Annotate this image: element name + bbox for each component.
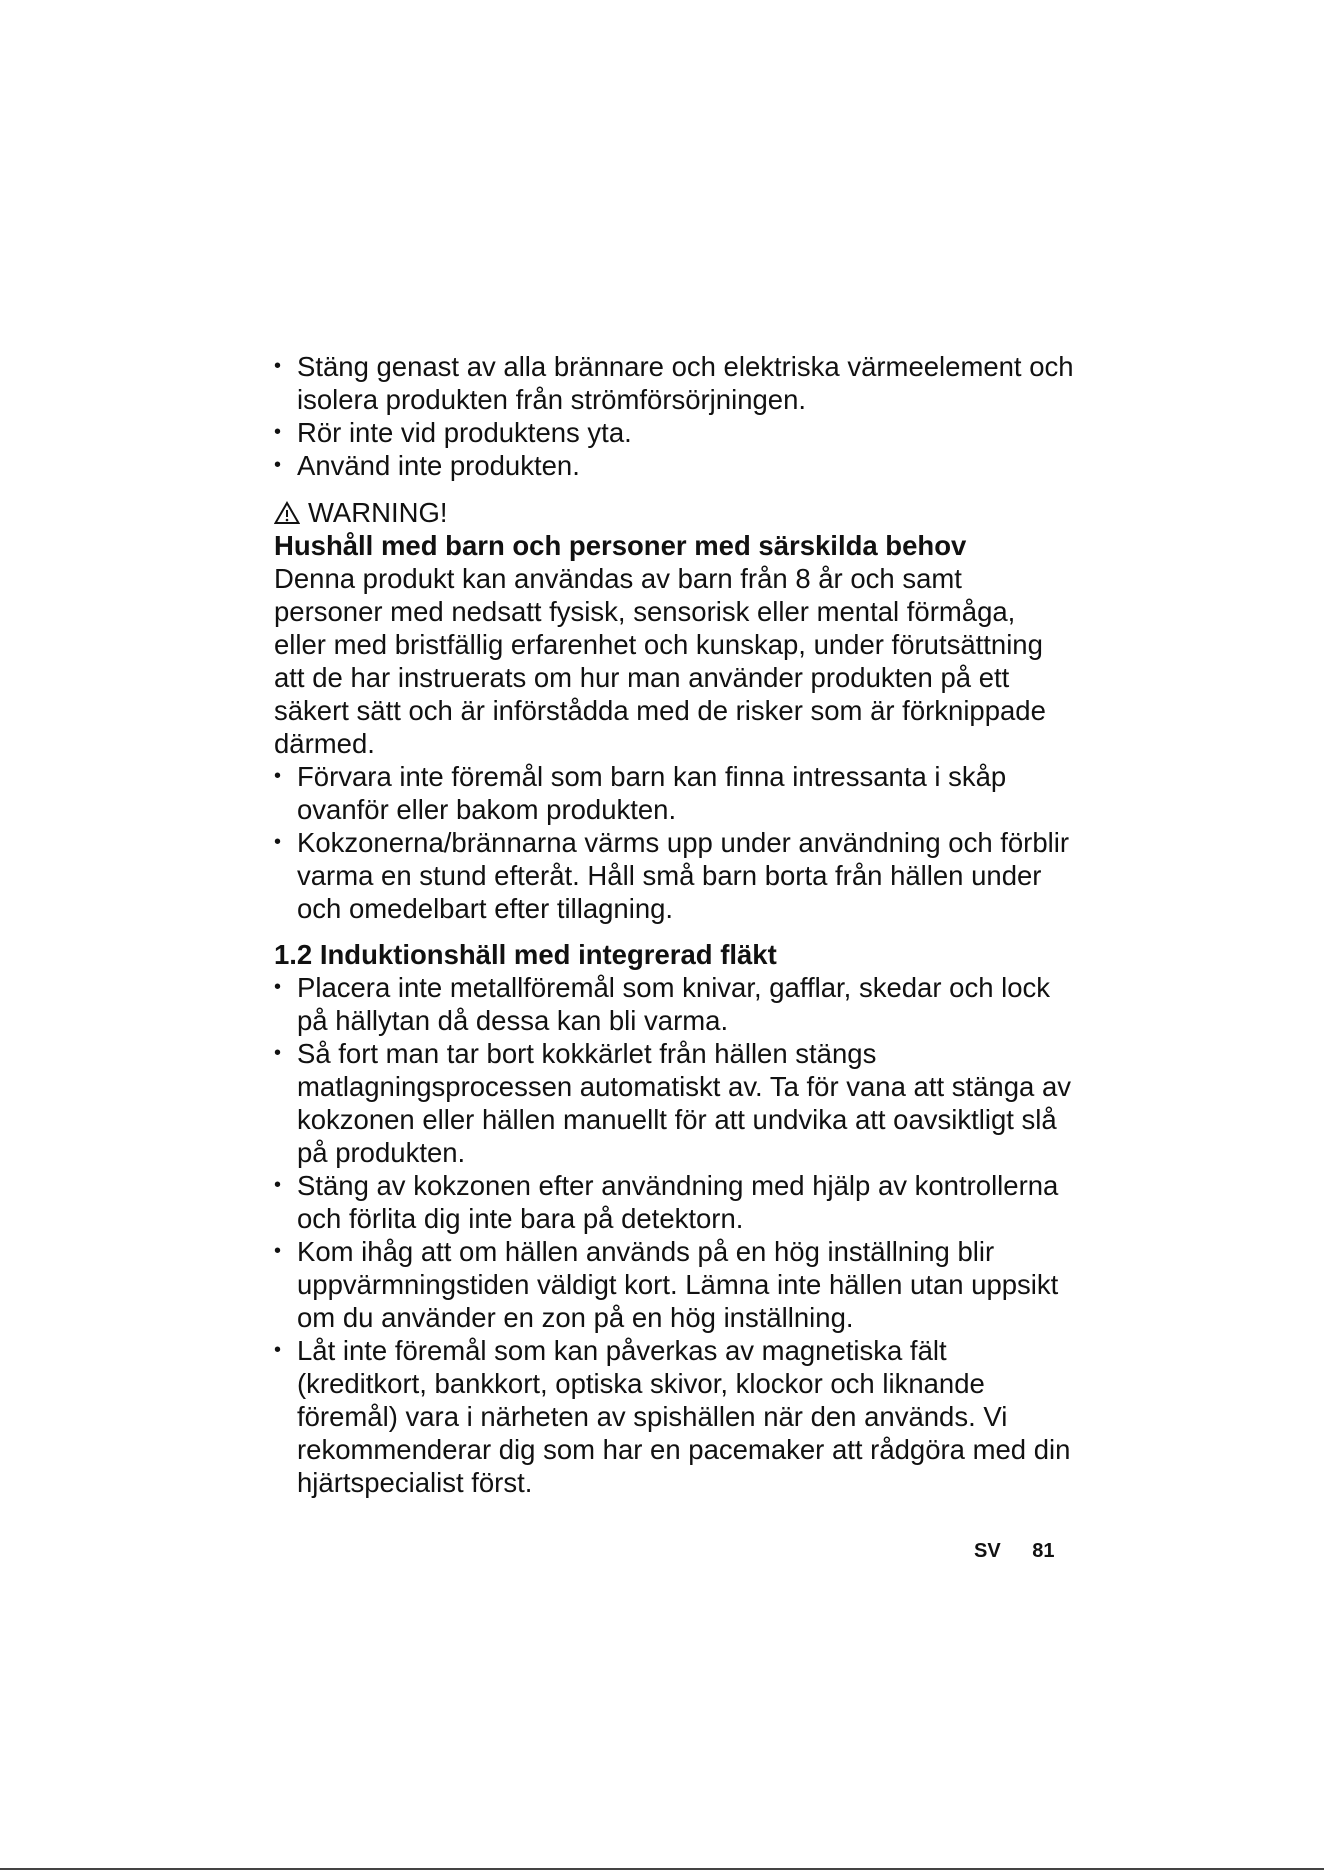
warning-triangle-icon [274,501,300,525]
page-footer [974,1540,1055,1563]
page-content [274,350,1074,1499]
section-heading: 1.2 Induktionshäll med integrerad fläkt [274,939,777,970]
list-item: • Stäng genast av alla brännare och elektriska värmeelement och isolera produkten från strömförsörjningen. [274,350,1074,416]
list-item: • Stäng av kokzonen efter användning med hjälp av kontrollerna och förlita dig inte bara på detektorn. [274,1169,1074,1235]
list-item: • Kokzonerna/brännarna värms upp under användning och förblir varma en stund efteråt. Håll små barn borta från hällen under och omedelbart efter tillagning. [274,826,1074,925]
list-item: • Rör inte vid produktens yta. [274,416,1074,449]
list-item: • Placera inte metallföremål som knivar, gafflar, skedar och lock på hällytan då dessa kan bli varma. [274,971,1074,1037]
warning-paragraph: Denna produkt kan användas av barn från 8 år och samt personer med nedsatt fysisk, sensorisk eller mental förmåga, eller med bristfällig erfarenhet och kunskap, under förutsättning att de har instruerats om hur man använder produkten på ett säkert sätt och är införstådda med de risker som är förknippade därmed. [274,563,1046,759]
list-item: • Kom ihåg att om hällen används på en hög inställning blir uppvärmningstiden väldigt kort. Lämna inte hällen utan uppsikt om du använder en zon på en hög inställning. [274,1235,1074,1334]
warning-label: WARNING! [308,497,448,528]
warning-bullet-list [274,760,1074,925]
warning-heading: Hushåll med barn och personer med särskilda behov [274,530,967,561]
list-item: • Så fort man tar bort kokkärlet från hällen stängs matlagningsprocessen automatiskt av. Ta för vana att stänga av kokzonen eller hällen manuellt för att undvika att oavsiktligt slå på produkten. [274,1037,1074,1169]
bottom-rule [0,1868,1324,1870]
warning-label-row [274,496,1074,529]
list-item: • Förvara inte föremål som barn kan finna intressanta i skåp ovanför eller bakom produkten. [274,760,1074,826]
list-item: • Låt inte föremål som kan påverkas av magnetiska fält (kreditkort, bankkort, optiska skivor, klockor och liknande föremål) vara i närheten av spishällen när den används. Vi rekommenderar dig som har en pacemaker att rådgöra med din hjärtspecialist först. [274,1334,1074,1499]
section-bullet-list [274,971,1074,1499]
top-bullet-list [274,350,1074,482]
language-code: SV [974,1540,1001,1562]
list-item: • Använd inte produkten. [274,449,1074,482]
page-number: 81 [1032,1540,1055,1562]
